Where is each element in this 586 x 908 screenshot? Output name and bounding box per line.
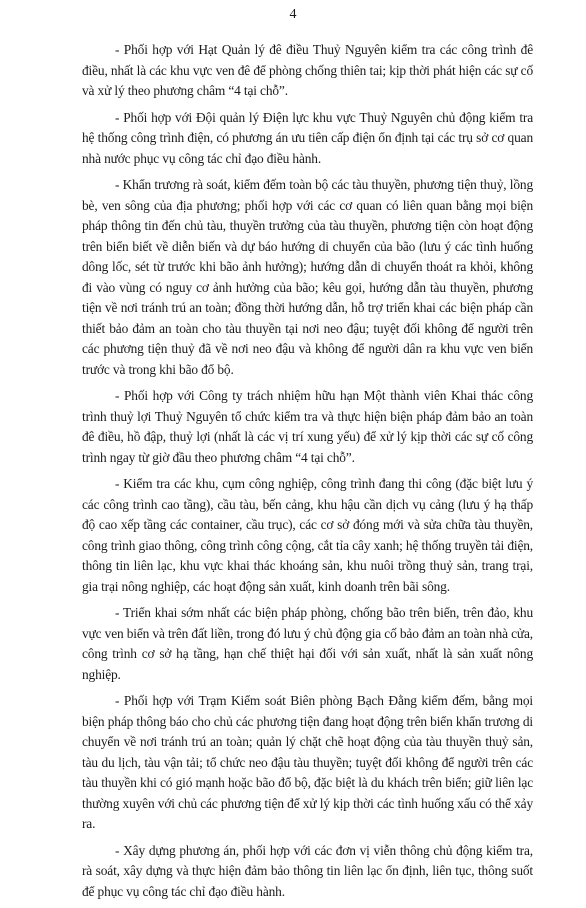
paragraph-dyke-inspection: - Phối hợp với Hạt Quản lý đê điều Thuỷ Nguyên kiểm tra các công trình đê điều, nhất là các khu vực ven đê để phòng chống thiên tai; kịp thời phát hiện các sự cố và xử lý theo phương châm “4 tại chỗ”. (82, 42, 533, 98)
paragraph-irrigation-works: - Phối hợp với Công ty trách nhiệm hữu hạn Một thành viên Khai thác công trình thuỷ lợi Thuỷ Nguyên tổ chức kiểm tra và thực hiện biện pháp đảm bảo an toàn đê điều, hồ đập, thuỷ lợi (nhất là các vị trí xung yếu) để xử lý kịp thời các sự cố công trình ngay từ giờ đầu theo phương châm “4 tại chỗ”. (82, 388, 533, 465)
paragraph-power-supply: - Phối hợp với Đội quản lý Điện lực khu vực Thuỷ Nguyên chủ động kiểm tra hệ thống công trình điện, có phương án ưu tiên cấp điện ổn định tại các trụ sở cơ quan nhà nước phục vụ công tác chỉ đạo điều hành. (82, 109, 533, 166)
paragraph-industrial-inspection: - Kiểm tra các khu, cụm công nghiệp, công trình đang thi công (đặc biệt lưu ý các công trình cao tầng), cầu tàu, bến cảng, khu hậu cần dịch vụ cảng (lưu ý hạ thấp độ cao xếp tầng các container, cầu trục), các cơ sở đóng mới và sửa chữa tàu thuyền, công trình giao thông, công trình công cộng, cắt tỉa cây xanh; hệ thống truyền tải điện, thông tin liên lạc, khu vực khai thác khoáng sản, khu nuôi trồng thuỷ sản, trang trại, gia trại nông nghiệp, các hoạt động sản xuất, kinh doanh trên bãi sông. (82, 476, 533, 594)
paragraph-vessel-count: - Khẩn trương rà soát, kiểm đếm toàn bộ các tàu thuyền, phương tiện thuỷ, lồng bè, ven sông của địa phương; phối hợp với các cơ quan có liên quan bằng mọi biện pháp thông tin đến chủ tàu, thuyền trưởng của tàu thuyền, phương tiện còn hoạt động trên biển biết về diễn biến và dự báo hướng di chuyển của bão (lưu ý các tình huống dông lốc, sét từ trước khi bão ảnh hưởng); hướng dẫn di chuyển thoát ra khỏi, không đi vào vùng có nguy cơ ảnh hưởng của bão; kêu gọi, hướng dẫn tàu thuyền, phương tiện về nơi tránh trú an toàn; đồng thời hướng dẫn, hỗ trợ triển khai các biện pháp cần thiết bảo đảm an toàn cho tàu thuyền tại nơi neo đậu; tuyệt đối không để người trên các phương tiện thuỷ đã về nơi neo đậu và không để người dân ra khu vực ven biển trước và trong khi bão đổ bộ. (82, 177, 533, 377)
document-body (82, 40, 533, 908)
paragraph-telecom: - Xây dựng phương án, phối hợp với các đơn vị viễn thông chủ động kiểm tra, rà soát, xây dựng và thực hiện đảm bảo thông tin liên lạc ổn định, liên tục, thông suốt để phục vụ công tác chỉ đạo điều hành. (82, 842, 533, 899)
page-number: 4 (289, 7, 297, 22)
paragraph-storm-prevention: - Triển khai sớm nhất các biện pháp phòng, chống bão trên biển, trên đảo, khu vực ven biển và trên đất liền, trong đó lưu ý chủ động gia cố bảo đảm an toàn nhà cửa, công trình cơ sở hạ tầng, hạn chế thiệt hại đối với sản xuất, nhất là sản xuất nông nghiệp. (82, 605, 533, 682)
paragraph-border-guard: - Phối hợp với Trạm Kiểm soát Biên phòng Bạch Đằng kiểm đếm, bằng mọi biện pháp thông báo cho chủ các phương tiện đang hoạt động trên biển khẩn trương di chuyển về nơi tránh trú an toàn; quản lý chặt chẽ hoạt động của tàu thuyền thuỷ sản, tàu du lịch, tàu vận tải; tổ chức neo đậu tàu thuyền; tuyệt đối không để người trên các tàu thuyền khi có gió mạnh hoặc bão đổ bộ, đặc biệt là du khách trên biển; giữ liên lạc thường xuyên với chủ các phương tiện để xử lý kịp thời các tình huống xấu có thể xảy ra. (82, 693, 533, 831)
